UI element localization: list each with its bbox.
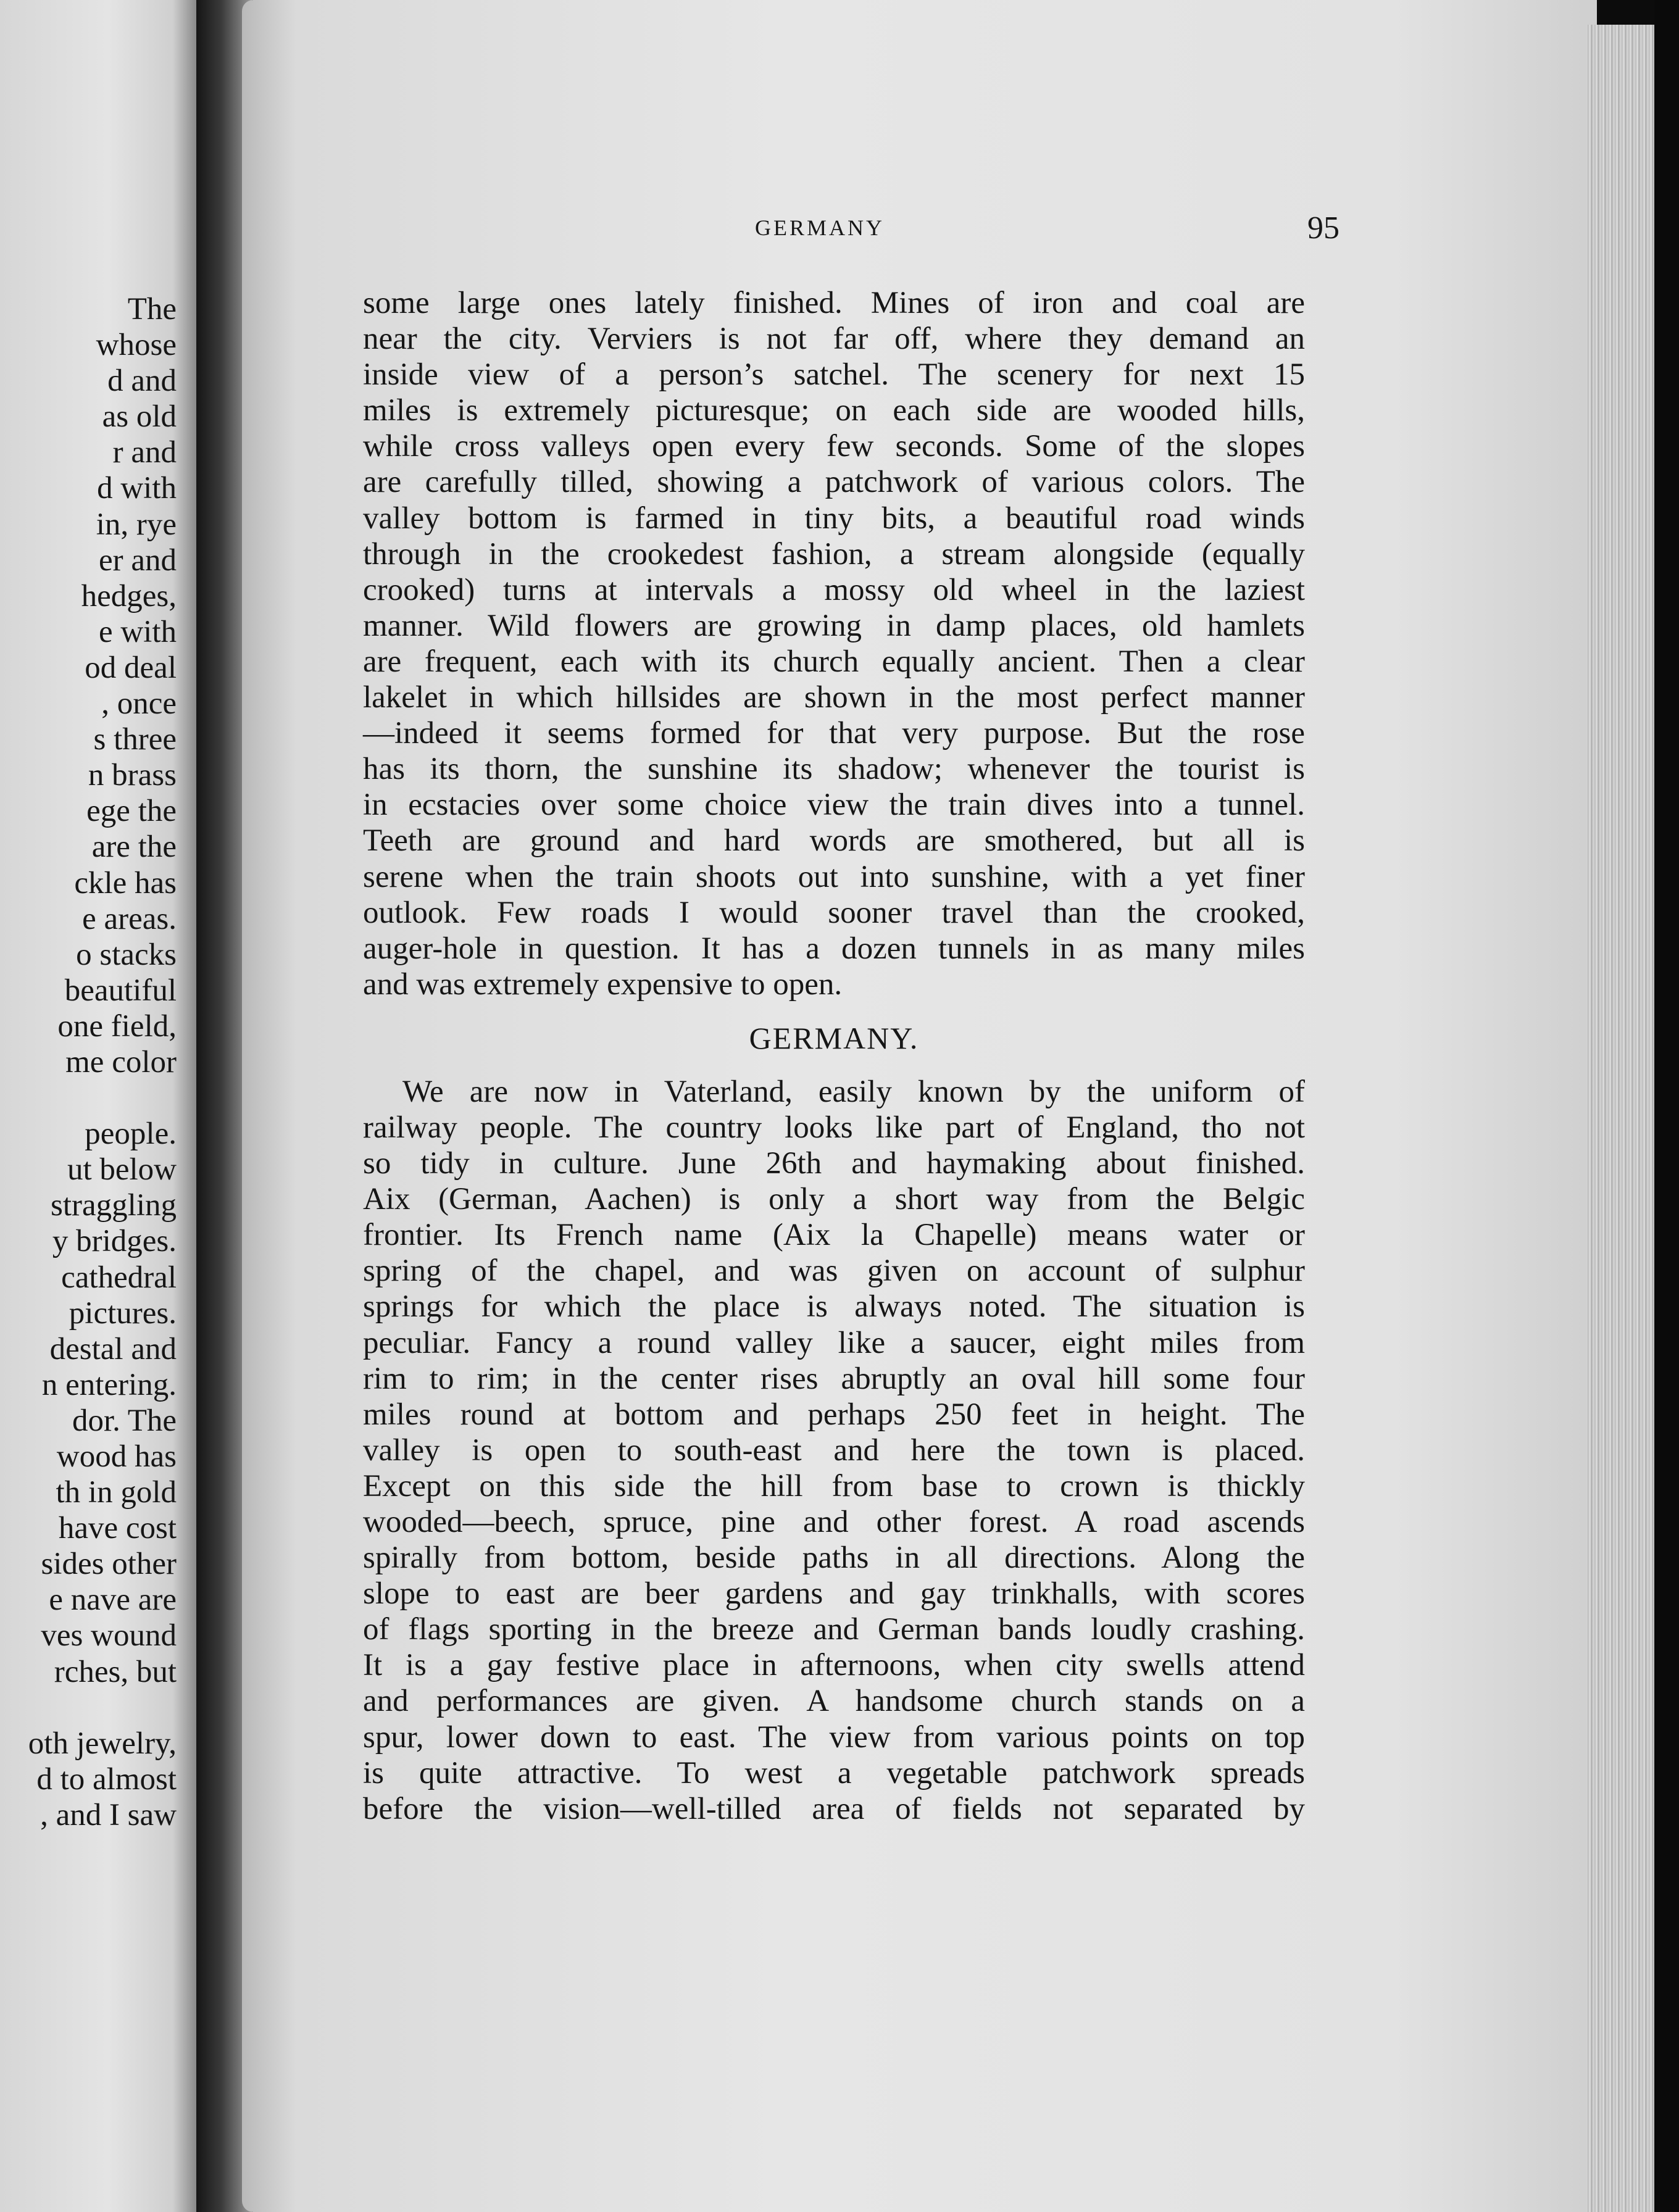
- running-header: GERMANY: [754, 215, 885, 240]
- text-line: valley bottom is farmed in tiny bits, a beautiful road winds: [363, 501, 1305, 536]
- text-line: cathedral: [61, 1260, 177, 1295]
- text-line: d with: [97, 471, 177, 506]
- text-line: ut below: [67, 1152, 177, 1187]
- text-line: spur, lower down to east. The view from various points on top: [363, 1719, 1305, 1755]
- text-line: Except on this side the hill from base to crown is thickly: [363, 1468, 1305, 1503]
- text-line: straggling: [51, 1188, 177, 1223]
- text-line: one field,: [57, 1008, 177, 1044]
- text-line: e nave are: [49, 1582, 177, 1618]
- text-line: ckle has: [74, 865, 177, 900]
- edge-shadow: [1654, 0, 1679, 2212]
- text-line: valley is open to south-east and here the town is placed.: [363, 1432, 1305, 1468]
- text-line: while cross valleys open every few seconds. Some of the slopes: [363, 429, 1305, 464]
- text-line: through in the crookedest fashion, a stream alongside (equally: [363, 536, 1305, 572]
- text-line: Teeth are ground and hard words are smothered, but all is: [363, 823, 1305, 859]
- text-line: serene when the train shoots out into sunshine, with a yet finer: [363, 859, 1305, 894]
- text-line: in, rye: [96, 507, 177, 542]
- text-line: wood has: [56, 1439, 177, 1474]
- text-line: od deal: [85, 650, 177, 685]
- text-line: some large ones lately finished. Mines of iron and coal are: [363, 286, 1305, 320]
- text-line: frontier. Its French name (Aix la Chapelle) means water or: [363, 1218, 1305, 1253]
- text-line: peculiar. Fancy a round valley like a saucer, eight miles from: [363, 1325, 1305, 1360]
- left-facing-page: [0, 0, 196, 2212]
- text-line: pictures.: [69, 1295, 177, 1331]
- text-line: spring of the chapel, and was given on account of sulphur: [363, 1254, 1305, 1289]
- text-line: s three: [93, 722, 177, 757]
- text-line: are carefully tilled, showing a patchwork of various colors. The: [363, 465, 1305, 500]
- text-line: crooked) turns at intervals a mossy old wheel in the laziest: [363, 572, 1305, 607]
- text-line: wooded—beech, spruce, pine and other forest. A road ascends: [363, 1505, 1305, 1539]
- text-line: as old: [102, 399, 177, 434]
- text-line: dor. The: [72, 1403, 177, 1438]
- text-line: We are now in Vaterland, easily known by the uniform of: [402, 1074, 1305, 1109]
- text-line: slope to east are beer gardens and gay trinkhalls, with scores: [363, 1576, 1305, 1611]
- text-line: ege the: [86, 794, 177, 829]
- text-line: d to almost: [36, 1761, 177, 1797]
- text-line: e areas.: [82, 901, 177, 936]
- text-line: e with: [98, 614, 177, 649]
- text-line: are frequent, each with its church equally ancient. Then a clear: [363, 644, 1305, 679]
- text-line: It is a gay festive place in afternoons, when city swells attend: [363, 1648, 1305, 1683]
- text-line: outlook. Few roads I would sooner travel than the crooked,: [363, 895, 1305, 930]
- text-line: th in gold: [56, 1475, 177, 1510]
- left-page-text: [0, 291, 177, 1833]
- text-line: sides other: [41, 1547, 177, 1582]
- text-line: rim to rim; in the center rises abruptly an oval hill some four: [363, 1361, 1305, 1396]
- text-line: destal and: [49, 1331, 177, 1366]
- text-line: and was extremely expensive to open.: [363, 967, 843, 1002]
- text-line: miles round at bottom and perhaps 250 feet in height. The: [363, 1397, 1305, 1432]
- text-line: are the: [91, 830, 177, 865]
- page-edges: [1586, 25, 1654, 2212]
- text-line: manner. Wild flowers are growing in damp places, old hamlets: [363, 608, 1305, 643]
- text-line: [0, 1690, 177, 1726]
- text-line: and performances are given. A handsome church stands on a: [363, 1684, 1305, 1719]
- text-line: spirally from bottom, beside paths in all directions. Along the: [363, 1540, 1305, 1576]
- paragraph-2: [363, 1074, 1305, 1827]
- text-line: has its thorn, the sunshine its shadow; whenever the tourist is: [363, 752, 1305, 787]
- text-line: rches, but: [54, 1654, 177, 1689]
- text-line: , and I saw: [40, 1797, 177, 1832]
- text-line: railway people. The country looks like part of England, tho not: [363, 1110, 1305, 1145]
- text-line: of flags sporting in the breeze and German bands loudly crashing.: [363, 1612, 1305, 1647]
- text-line: miles is extremely picturesque; on each side are wooded hills,: [363, 393, 1305, 428]
- text-line: auger-hole in question. It has a dozen tunnels in as many miles: [363, 931, 1305, 966]
- text-line: me color: [65, 1044, 177, 1079]
- text-line: d and: [107, 364, 177, 399]
- text-line: oth jewelry,: [28, 1726, 177, 1761]
- paragraph-1: [363, 285, 1305, 1002]
- text-line: , once: [101, 686, 177, 721]
- text-line: —indeed it seems formed for that very purpose. But the rose: [363, 716, 1305, 751]
- text-line: lakelet in which hillsides are shown in the most perfect manner: [363, 680, 1305, 715]
- section-heading: GERMANY.: [749, 1020, 919, 1055]
- text-line: whose: [96, 328, 177, 363]
- text-line: Aix (German, Aachen) is only a short way from the Belgic: [363, 1182, 1305, 1217]
- text-line: ves wound: [41, 1618, 177, 1653]
- text-line: er and: [98, 543, 177, 578]
- text-line: r and: [112, 435, 177, 470]
- body-text: [363, 285, 1305, 1827]
- text-line: y bridges.: [52, 1224, 177, 1259]
- text-line: hedges,: [81, 578, 177, 613]
- text-line: [0, 1080, 177, 1116]
- page-number: 95: [1307, 210, 1339, 246]
- text-line: n entering.: [41, 1367, 177, 1402]
- text-line: before the vision—well-tilled area of fields not separated by: [363, 1791, 1305, 1826]
- text-line: springs for which the place is always noted. The situation is: [363, 1289, 1305, 1324]
- text-line: o stacks: [76, 937, 177, 972]
- text-line: beautiful: [64, 973, 177, 1008]
- text-line: n brass: [88, 758, 177, 793]
- text-line: people.: [85, 1116, 177, 1152]
- text-line: have cost: [58, 1511, 177, 1546]
- text-line: so tidy in culture. June 26th and haymaking about finished.: [363, 1146, 1305, 1181]
- text-line: in ecstacies over some choice view the train dives into a tunnel.: [363, 788, 1305, 823]
- text-line: near the city. Verviers is not far off, where they demand an: [363, 322, 1305, 357]
- text-line: inside view of a person’s satchel. The scenery for next 15: [363, 357, 1305, 393]
- text-line: The: [127, 292, 177, 326]
- text-line: is quite attractive. To west a vegetable patchwork spreads: [363, 1755, 1305, 1790]
